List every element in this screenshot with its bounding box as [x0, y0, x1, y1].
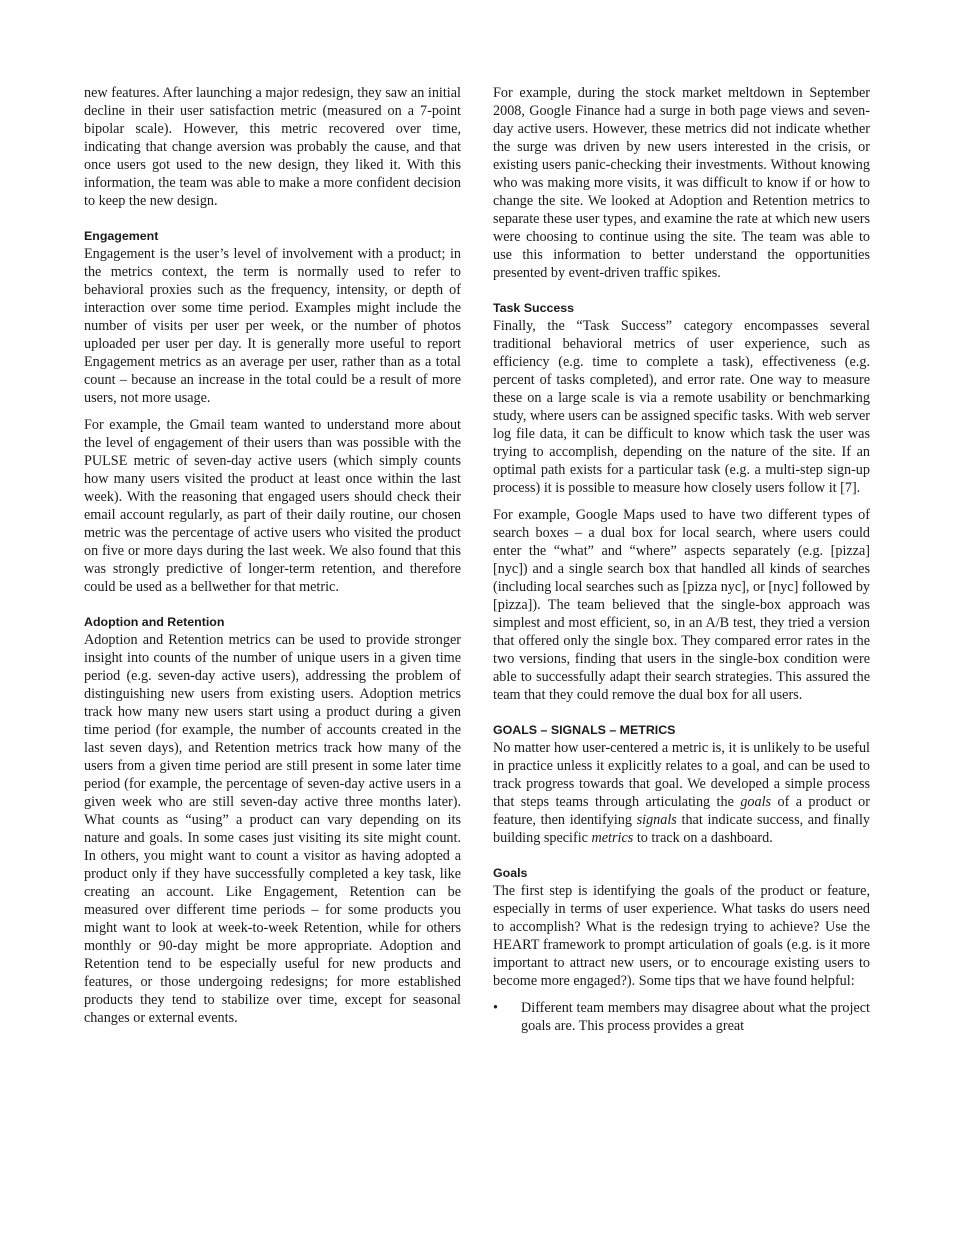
- signals-emphasis: signals: [636, 812, 677, 828]
- section-heading-goals-signals-metrics: GOALS – SIGNALS – METRICS: [493, 723, 676, 737]
- bullet-text: Different team members may disagree about what the project goals are. This process provides a great: [521, 1000, 870, 1034]
- right-column: [493, 84, 870, 1035]
- gsm-text-2: of a product or feature, then identifying: [493, 794, 870, 828]
- gsm-text-4: to track on a dashboard.: [633, 830, 773, 846]
- left-column: [84, 84, 461, 1036]
- intro-paragraph: new features. After launching a major redesign, they saw an initial decline in their user satisfaction metric (measured on a 7-point bipolar scale). However, this metric recovered over time, indicating that change aversion was probably the cause, and that once users got used to the new design, they liked it. With this information, the team was able to make a more confident decision to keep the new design.: [84, 85, 461, 209]
- section-heading-task-success: Task Success: [493, 301, 575, 315]
- metrics-emphasis: metrics: [591, 830, 634, 846]
- section-heading-adoption-retention: Adoption and Retention: [84, 615, 225, 629]
- task-success-paragraph-2: For example, Google Maps used to have two different types of search boxes – a dual box for local search, where users could enter the “what” and “where” aspects separately (e.g. [pizza][nyc]) and a single search box that handled all kinds of searches (including local searches such as [pizza nyc], or [nyc] followed by [pizza]). The team believed that the single-box approach was simplest and most efficient, so, in an A/B test, they tried a version that offered only the single box. They compared error rates in the two versions, finding that users in the single-box condition were able to successfully adapt their search strategies. This assured the team that they could remove the dual box for all users.: [493, 507, 871, 703]
- tips-list: [493, 999, 870, 1035]
- gsm-text-1: No matter how user-centered a metric is, it is unlikely to be useful in practice unless it explicitly relates to a goal, and can be used to track progress towards that goal. We developed a simple process that steps teams through articulating the: [493, 740, 870, 810]
- adoption-paragraph-1: Adoption and Retention metrics can be used to provide stronger insight into counts of the number of unique users in a given time period (e.g. seven-day active users), addressing the problem of distinguishing new users from existing users. Adoption metrics track how many new users start using a product during a given time period (for example, the number of accounts created in the last seven days), and Retention metrics track how many of the users from a given time period are still present in some later time period (for example, the percentage of seven-day active users in a given week who are still seven-day active three months later). What counts as “using” a product can vary depending on its nature and goals. In some cases just visiting its site might count. In others, you might want to count a visitor as having adopted a product only if they have successfully completed a key task, like creating an account. Like Engagement, Retention can be measured over different time periods – for some products you might want to look at week-to-week Retention, while for others monthly or 90-day might be more appropriate. Adoption and Retention tend to be especially useful for new products and features, or those undergoing redesigns; for more established products they tend to stabilize over time, except for seasonal changes or external events.: [84, 632, 461, 1026]
- engagement-paragraph-2: For example, the Gmail team wanted to understand more about the level of engagement of their users than was possible with the PULSE metric of seven-day active users (which simply counts how many users visited the product at least once within the last week). With the reasoning that engaged users should check their email account regularly, as part of their daily routine, our chosen metric was the percentage of active users who visited the product on five or more days during the last week. We also found that this was strongly predictive of longer-term retention, and therefore could be used as a bellwether for that metric.: [84, 417, 461, 595]
- goals-paragraph: The first step is identifying the goals of the product or feature, especially in terms of user experience. What tasks do users need to accomplish? What is the redesign trying to achieve? Use the HEART framework to prompt articulation of goals (e.g. is it more important to attract new users, or to encourage existing users to become more engaged?). Some tips that we have found helpful:: [493, 883, 870, 989]
- section-heading-goals: Goals: [493, 866, 528, 880]
- finance-example-paragraph: For example, during the stock market meltdown in September 2008, Google Finance had a surge in both page views and seven-day active users. However, these metrics did not indicate whether the surge was driven by new users interested in the crisis, or existing users panic-checking their investments. Without knowing who was making more visits, it was difficult to know if or how to change the site. We looked at Adoption and Retention metrics to separate these user types, and examine the rate at which new users were choosing to continue using the site. The team was able to use this information to better understand the opportunities presented by event-driven traffic spikes.: [493, 85, 870, 281]
- engagement-paragraph-1: Engagement is the user’s level of involvement with a product; in the metrics context, the term is normally used to refer to behavioral proxies such as the frequency, intensity, or depth of interaction over some time period. Examples might include the number of visits per user per week, or the number of photos uploaded per user per day. It is generally more useful to report Engagement metrics as an average per user, rather than as a total count – because an increase in the total could be a result of more users, not more usage.: [84, 246, 461, 406]
- list-item: [493, 999, 870, 1035]
- goals-emphasis: goals: [740, 794, 772, 810]
- gsm-text-3: that indicate success, and finally building specific: [493, 812, 870, 846]
- task-success-paragraph-1: Finally, the “Task Success” category encompasses several traditional behavioral metrics of user experience, such as efficiency (e.g. time to complete a task), effectiveness (e.g. percent of tasks completed), and error rate. One way to measure these on a large scale is via a remote usability or benchmarking study, where users can be assigned specific tasks. With web server log file data, it can be difficult to know which task the user was trying to accomplish, depending on the nature of the site. If an optimal path exists for a particular task (e.g. a multi-step sign-up process) it is possible to measure how closely users follow it [7].: [493, 318, 870, 496]
- section-heading-engagement: Engagement: [84, 229, 159, 243]
- gsm-paragraph: [493, 739, 870, 847]
- bullet-icon: •: [493, 1000, 498, 1016]
